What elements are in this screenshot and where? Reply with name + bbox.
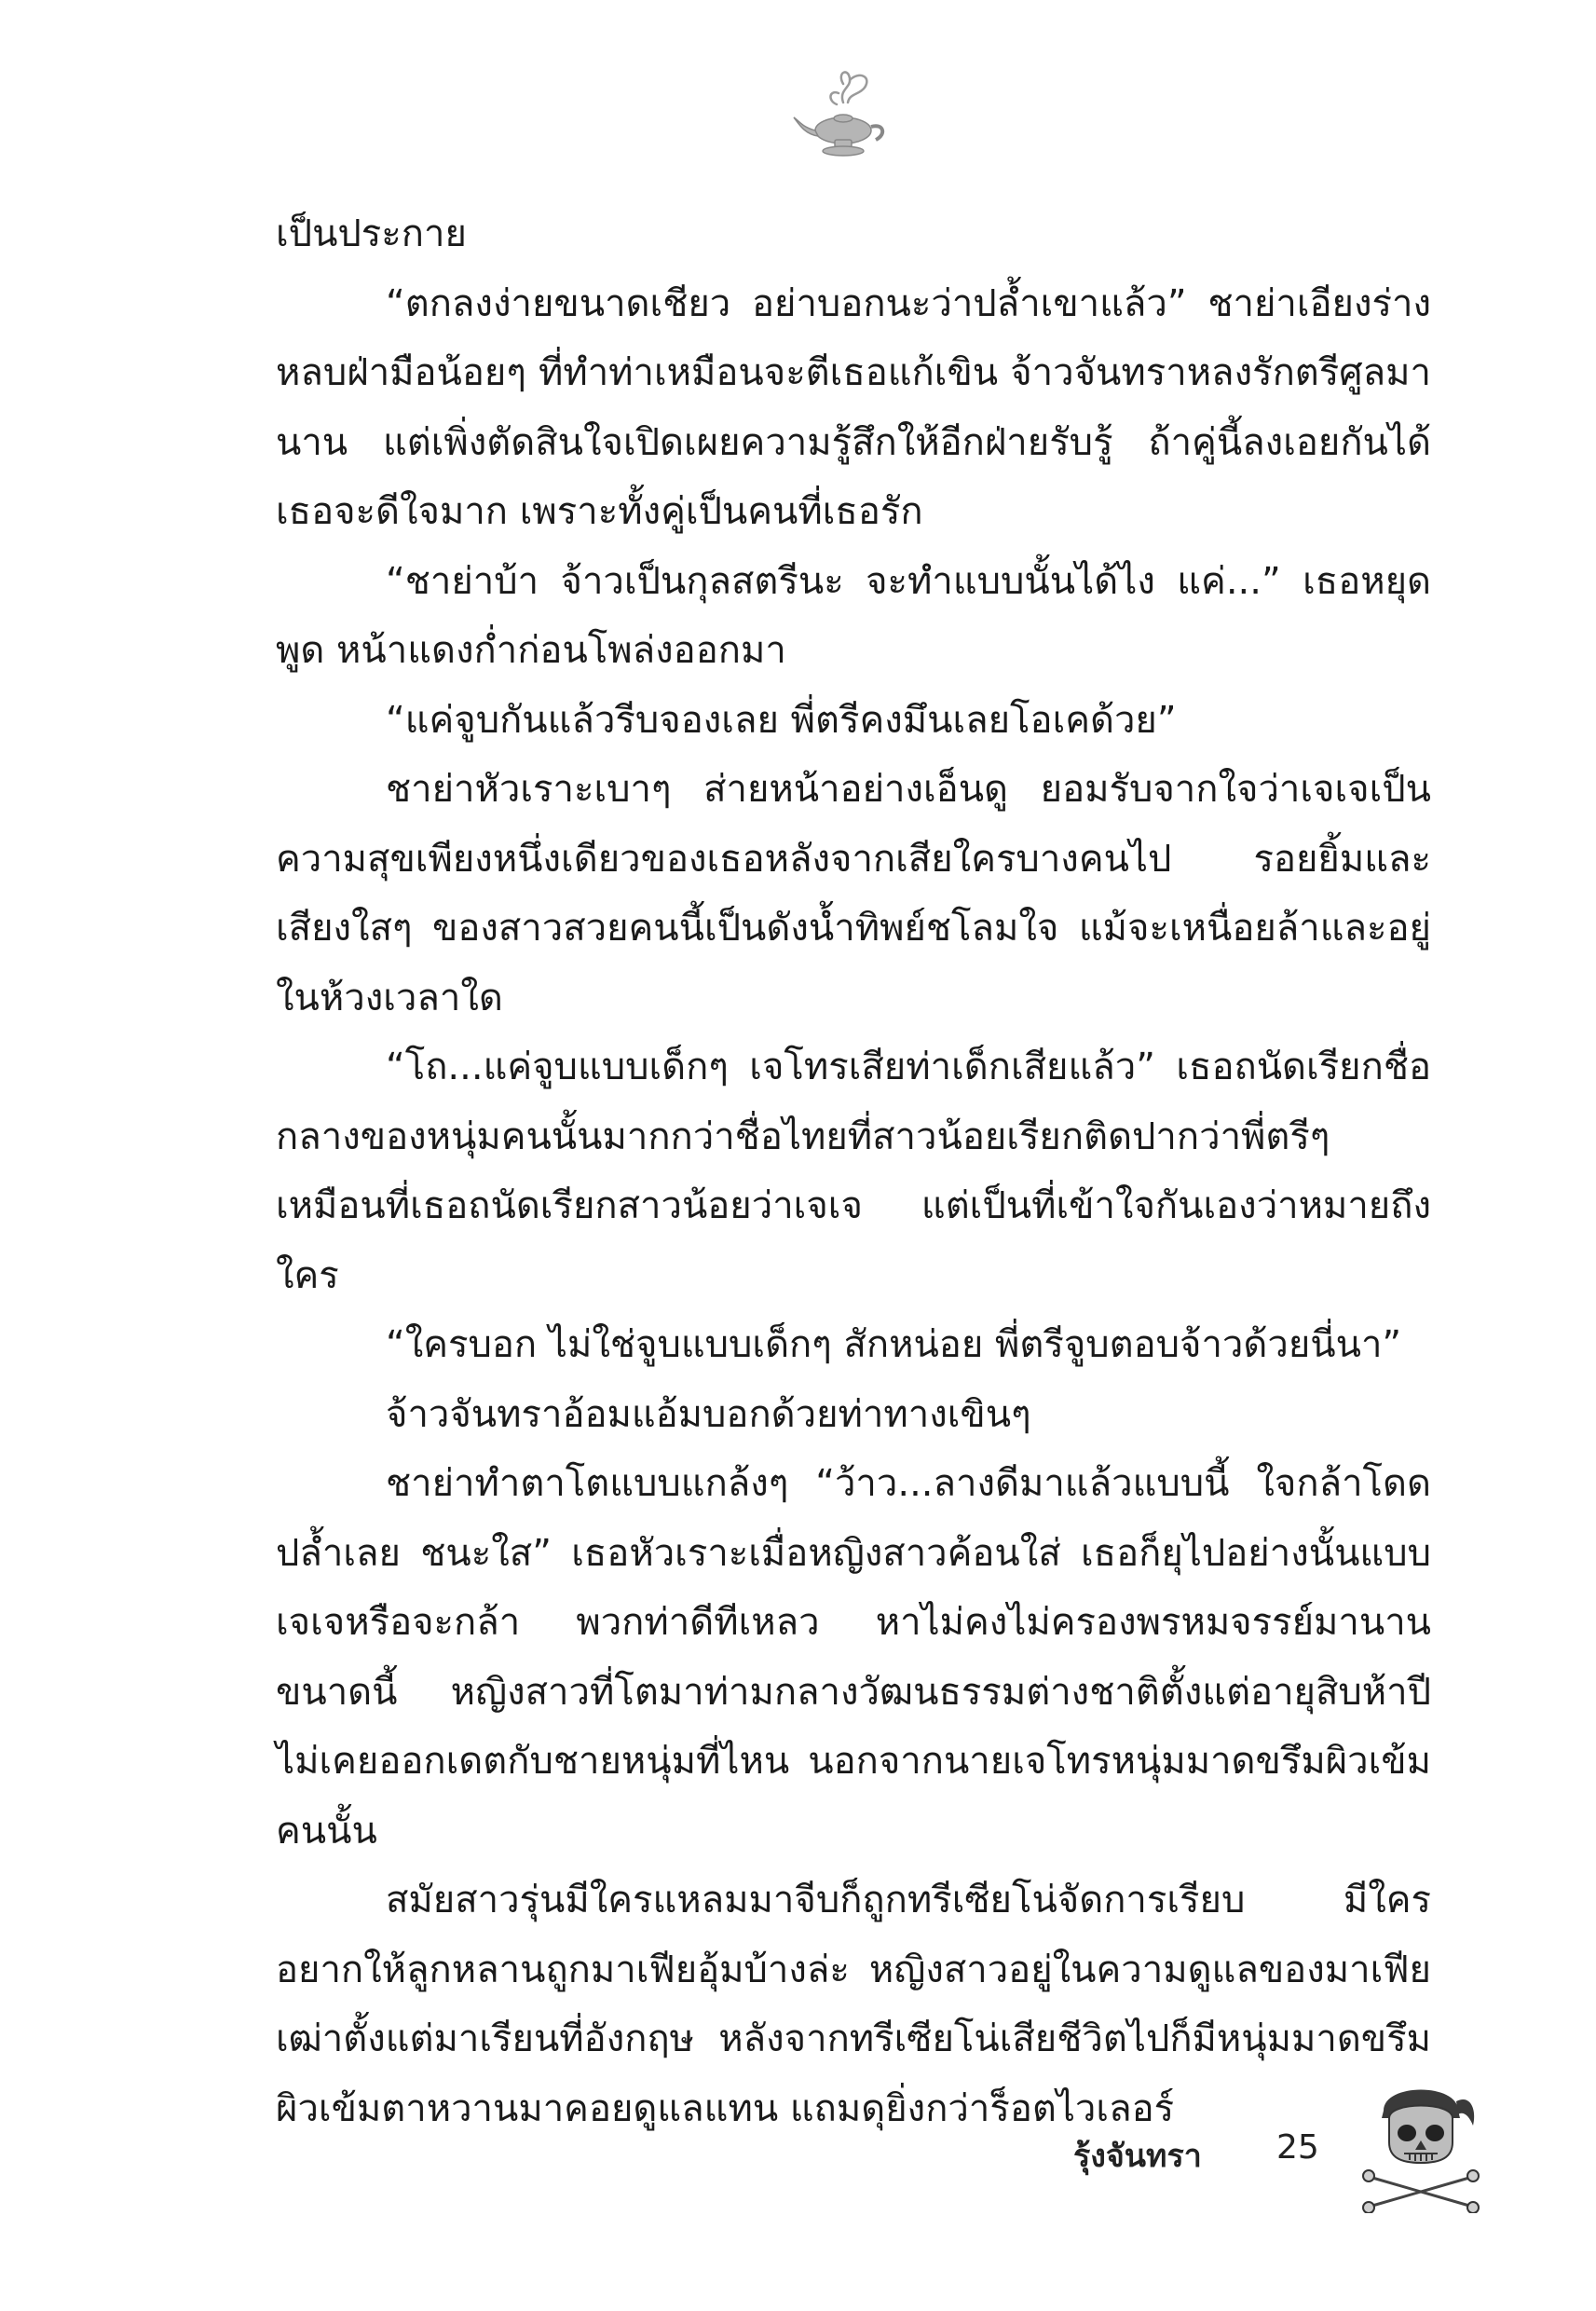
paragraph: สมัยสาวรุ่นมีใครแหลมมาจีบก็ถูกทรีเซียโน่จัดการเรียบ มีใครอยากให้ลูกหลานถูกมาเฟียอุ้มบ้างล่ะ หญิงสาวอยู่ในความดูแลของมาเฟียเฒ่าตั้งแต่มาเรียนที่อังกฤษ หลังจากทรีเซียโน่เสียชีวิตไปก็มีหนุ่มมาดขรึมผิวเข้มตาหวานมาคอยดูแลแทน แถมดุยิ่งกว่าร็อตไวเลอร์ <box>276 1879 1431 2130</box>
paragraph: “ใครบอก ไม่ใช่จูบแบบเด็กๆ สักหน่อย พี่ตรีจูบตอบจ้าวด้วยนี่นา” <box>386 1323 1402 1366</box>
paragraph: ชาย่าทำตาโตแบบแกล้งๆ “ว้าว...ลางดีมาแล้วแบบนี้ ใจกล้าโดดปล้ำเลย ชนะใส” เธอหัวเราะเมื่อหญิงสาวค้อนใส่ เธอก็ยุไปอย่างนั้นแบบเจเจหรือจะกล้า พวกท่าดีทีเหลว หาไม่คงไม่ครองพรหมจรรย์มานานขนาดนี้ หญิงสาวที่โตมาท่ามกลางวัฒนธรรมต่างชาติตั้งแต่อายุสิบห้าปีไม่เคยออกเดตกับชายหนุ่มที่ไหน นอกจากนายเจโทรหนุ่มมาดขรึมผิวเข้มคนนั้น <box>276 1462 1431 1853</box>
lamp-ornament-icon <box>792 65 894 168</box>
page-number: 25 <box>1276 2128 1319 2167</box>
paragraph: เป็นประกาย <box>276 212 467 255</box>
pirate-skull-icon <box>1356 2073 1486 2213</box>
book-title: รุ้งจันทรา <box>1073 2138 1202 2175</box>
paragraph: ชาย่าหัวเราะเบาๆ ส่ายหน้าอย่างเอ็นดู ยอมรับจากใจว่าเจเจเป็นความสุขเพียงหนึ่งเดียวของเธอหลังจากเสียใครบางคนไป รอยยิ้มและเสียงใสๆ ของสาวสวยคนนี้เป็นดังน้ำทิพย์ชโลมใจ แม้จะเหนื่อยล้าและอยู่ในห้วงเวลาใด <box>276 768 1431 1019</box>
body-text <box>276 199 1431 2143</box>
paragraph: จ้าวจันทราอ้อมแอ้มบอกด้วยท่าทางเขินๆ <box>386 1392 1031 1436</box>
paragraph: “โถ...แค่จูบแบบเด็กๆ เจโทรเสียท่าเด็กเสียแล้ว” เธอถนัดเรียกชื่อกลางของหนุ่มคนนั้นมากกว่าชื่อไทยที่สาวน้อยเรียกติดปากว่าพี่ตรีๆ เหมือนที่เธอถนัดเรียกสาวน้อยว่าเจเจ แต่เป็นที่เข้าใจกันเองว่าหมายถึงใคร <box>276 1046 1431 1297</box>
paragraph: “แค่จูบกันแล้วรีบจองเลย พี่ตรีคงมึนเลยโอเคด้วย” <box>386 698 1177 742</box>
paragraph: “ชาย่าบ้า จ้าวเป็นกุลสตรีนะ จะทำแบบนั้นได้ไง แค่...” เธอหยุดพูด หน้าแดงก่ำก่อนโพล่งออกมา <box>276 559 1431 672</box>
paragraph: “ตกลงง่ายขนาดเชียว อย่าบอกนะว่าปล้ำเขาแล้ว” ชาย่าเอียงร่างหลบฝ่ามือน้อยๆ ที่ทำท่าเหมือนจะตีเธอแก้เขิน จ้าวจันทราหลงรักตรีศูลมานาน แต่เพิ่งตัดสินใจเปิดเผยความรู้สึกให้อีกฝ่ายรับรู้ ถ้าคู่นี้ลงเอยกันได้เธอจะดีใจมาก เพราะทั้งคู่เป็นคนที่เธอรัก <box>276 281 1431 533</box>
